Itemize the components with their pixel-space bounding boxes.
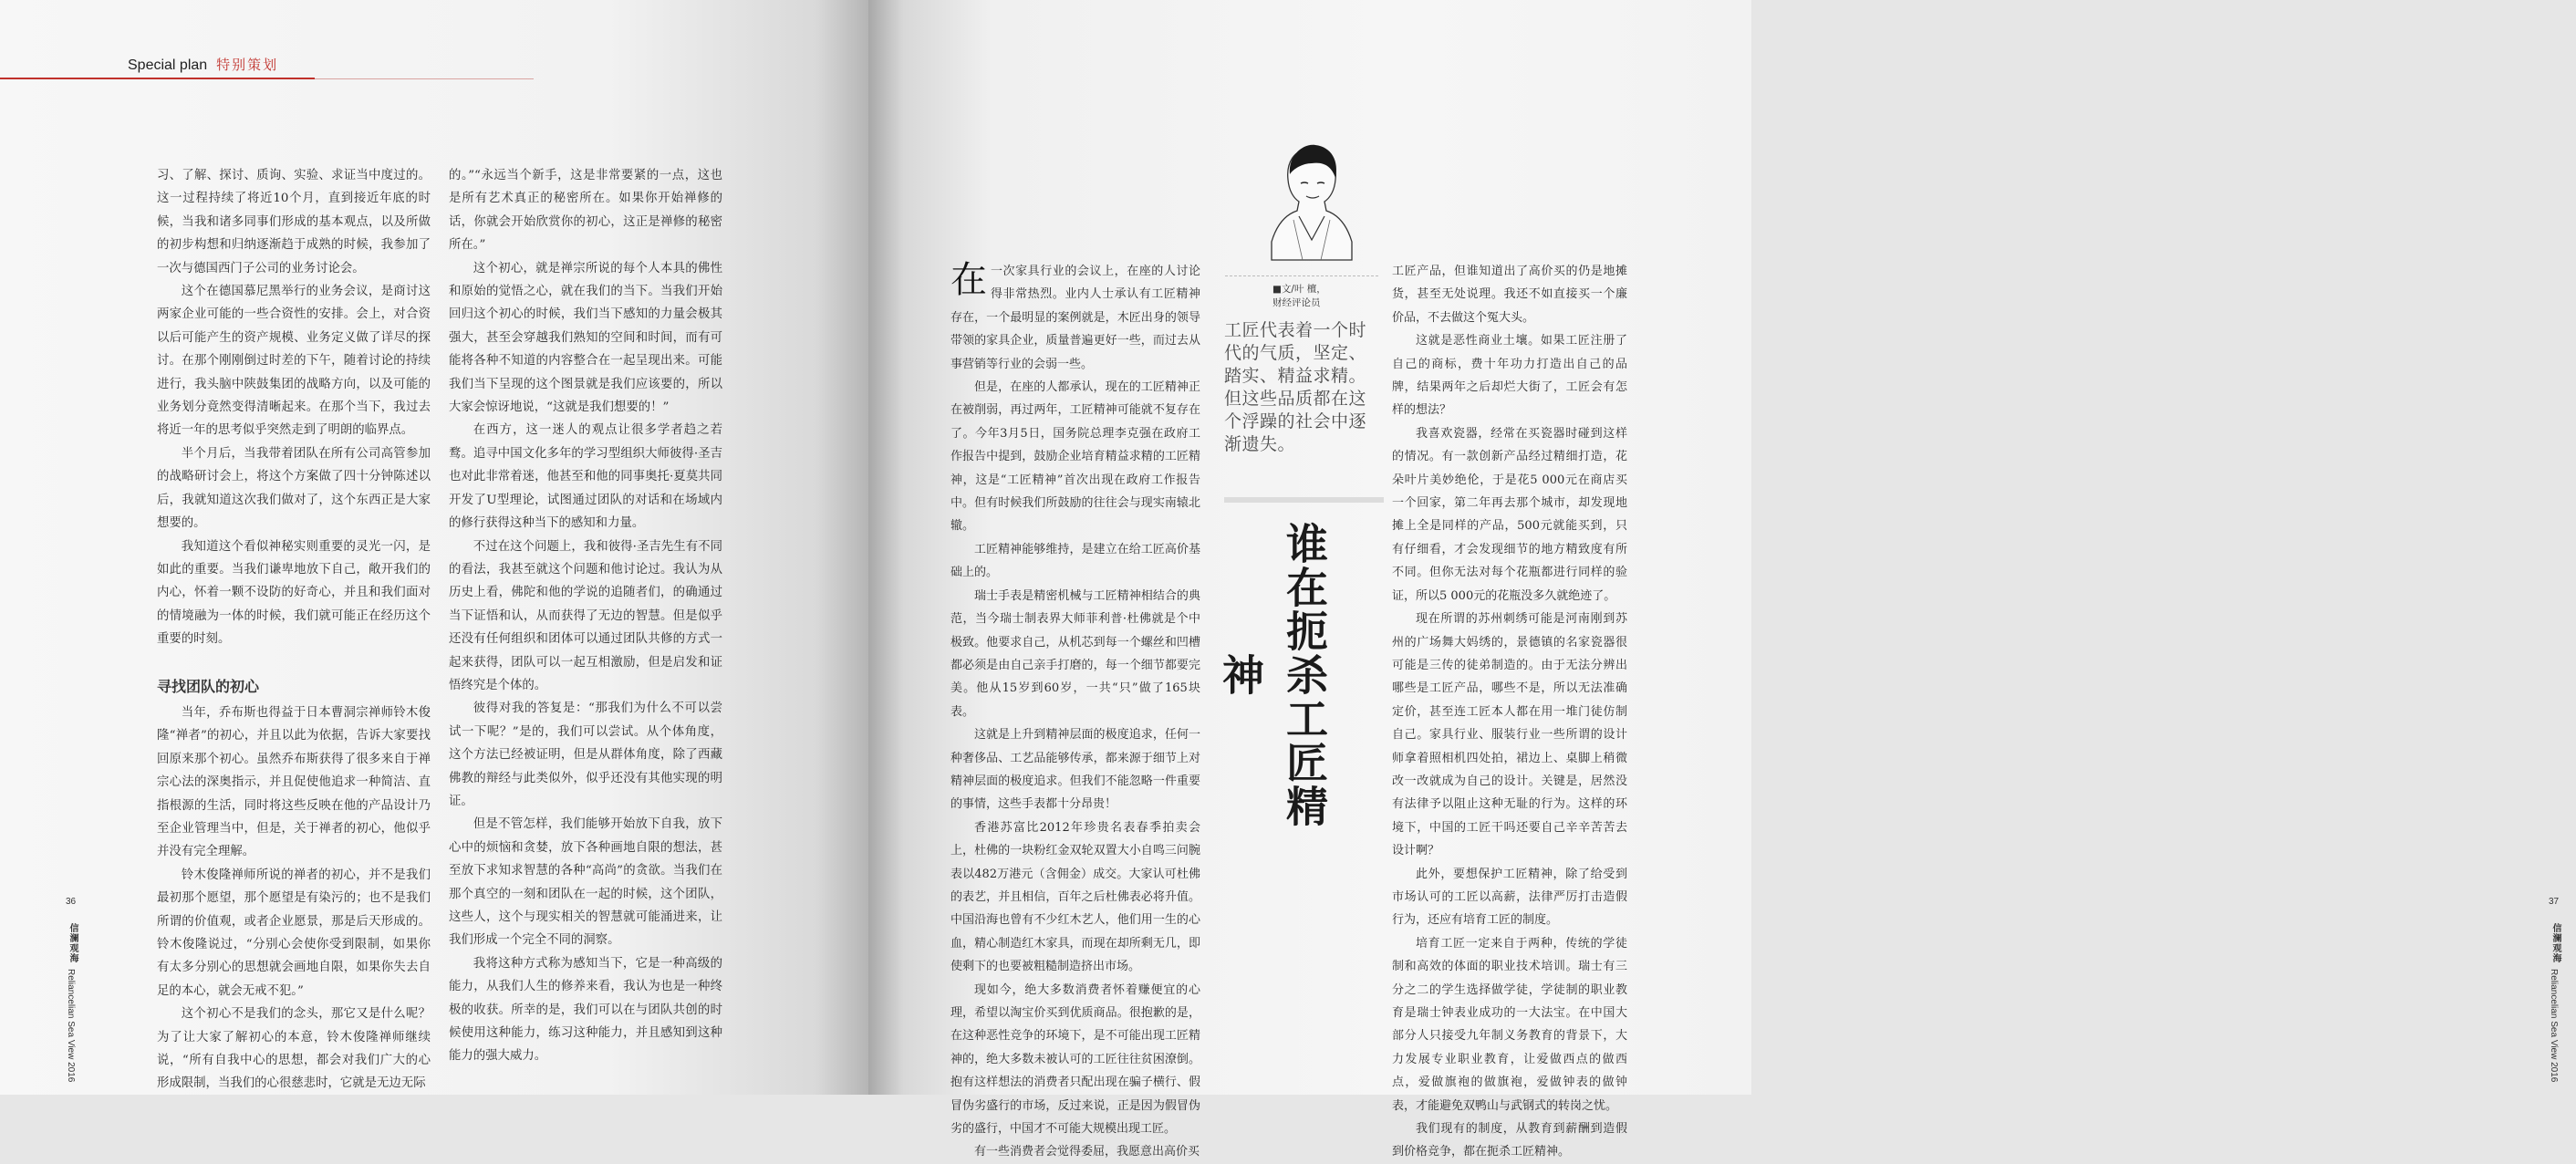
byline-divider xyxy=(1225,275,1378,276)
byline-role: 财经评论员 xyxy=(1272,297,1321,308)
paragraph: 香港苏富比2012年珍贵名表春季拍卖会上，杜佛的一块粉红金双轮双置大小自鸣三问腕表以482万港元（含佣金）成交。大家认可杜佛的表艺，并且相信，百年之后杜佛表必将升值。中国沿海也曾有不少红木艺人，他们用一生的心血，精心制造红木家具，而现在却所剩无几，即使剩下的也要被粗糙制造挤出市场。 xyxy=(950,820,1200,974)
paragraph: 我将这种方式称为感知当下，它是一种高级的能力，从我们人生的修养来看，我认为也是一种终极的收获。所幸的是，我们可以在与团队共创的时候使用这种能力，练习这种能力，并且感知到这种能力的强大威力。 xyxy=(449,956,722,1064)
paragraph: 现在所谓的苏州刺绣可能是河南刚到苏州的广场舞大妈绣的，景德镇的名家瓷器很可能是三传的徒弟制造的。由于无法分辨出哪些是工匠产品，哪些不是，所以无法准确定价，甚至连工匠本人都在用一堆门徒仿制自己。家具行业、服装行业一些所谓的设计师拿着照相机四处拍，裙边上、桌脚上稍微改一改就成为自己的设计。关键是，居然没有法律予以阻止这种无耻的行为。这样的环境下，中国的工匠干吗还要自己辛辛苦苦去设计啊？ xyxy=(1392,612,1627,858)
byline-author: ■文/叶 檀， xyxy=(1272,284,1326,295)
magazine-name-en: Reliancelian Sea View 2016 xyxy=(66,969,76,1083)
paragraph: 我知道这个看似神秘实则重要的灵光一闪，是如此的重要。当我们谦卑地放下自己，敞开我们的内心，怀着一颗不设防的好奇心，并且和我们面对的情境融为一体的时候，我们就可能正在经历这个重要的时刻。 xyxy=(157,539,431,647)
right-column-1 xyxy=(950,260,1200,1164)
paragraph: 工匠精神能够维持，是建立在给工匠高价基础上的。 xyxy=(950,542,1200,580)
paragraph: 这个初心不是我们的念头，那它又是什么呢？为了让大家了解初心的本意，铃木俊隆禅师继续说，“所有自我中心的思想，都会对我们广大的心形成限制，当我们的心很慈悲时，它就是无边无际 xyxy=(157,1007,431,1091)
title-band xyxy=(1224,497,1384,503)
paragraph: 这个初心，就是禅宗所说的每个人本具的佛性和原始的觉悟之心，就在我们的当下。当我们开始回归这个初心的时候，我们当下感知的力量会极其强大，甚至会穿越我们熟知的空间和时间，而有可能将各种不知道的内容整合在一起呈现出来。可能我们当下呈现的这个图景就是我们应该要的，所以大家会惊讶地说，“这就是我们想要的！” xyxy=(449,261,722,415)
paragraph: 习、了解、探讨、质询、实验、求证当中度过的。这一过程持续了将近10个月，直到接近年底的时候，当我和诸多同事们形成的基本观点，以及所做的初步构想和归纳逐渐趋于成熟的时候，我参加了一次与德国西门子公司的业务讨论会。 xyxy=(157,169,431,275)
subheading: 寻找团队的初心 xyxy=(157,677,260,695)
paragraph: 当年，乔布斯也得益于日本曹洞宗禅师铃木俊隆“禅者”的初心，并且以此为依据，告诉大家要找回原来那个初心。虽然乔布斯获得了很多来自于禅宗心法的深奥指示，并且促使他追求一种简洁、直指根源的生活，同时将这些反映在他的产品设计乃至企业管理当中，但是，关于禅者的初心，他似乎并没有完全理解。 xyxy=(157,705,431,859)
paragraph-first xyxy=(950,260,1200,376)
paragraph: 彼得对我的答复是：“那我们为什么不可以尝试一下呢？”是的，我们可以尝试。从个体角度，这个方法已经被证明，但是从群体角度，除了西藏佛教的辩经与此类似外，似乎还没有其他实现的明证。 xyxy=(449,702,722,808)
paragraph-text: 一次家具行业的会议上，在座的人讨论得非常热烈。业内人士承认有工匠精神存在，一个最明显的案例就是，木匠出身的领导带领的家具企业，质量普遍更好一些，而过去从事营销等行业的会弱一些。 xyxy=(950,265,1200,371)
paragraph: 半个月后，当我带着团队在所有公司高管参加的战略研讨会上，将这个方案做了四十分钟陈述以后，我就知道这次我们做对了，这个东西正是大家想要的。 xyxy=(157,446,431,531)
right-page-footer xyxy=(2549,897,2576,1082)
paragraph: 这就是上升到精神层面的极度追求，任何一种奢侈品、工艺品能够传承，都来源于细节上对精神层面的极度追求。但我们不能忽略一件重要的事情，这些手表都十分昂贵！ xyxy=(950,728,1200,812)
magazine-name-en: Reliancelian Sea View 2016 xyxy=(2549,969,2559,1083)
header-chinese: 特别策划 xyxy=(216,57,279,73)
paragraph: 但是，在座的人都承认，现在的工匠精神正在被削弱，再过两年，工匠精神可能就不复存在了。今年3月5日，国务院总理李克强在政府工作报告中提到，鼓励企业培育精益求精的工匠精神，这是“工匠精神”首次出现在政府工作报告中。但有时候我们所鼓励的往往会与现实南辕北辙。 xyxy=(950,380,1200,534)
pull-quote: 工匠代表着一个时代的气质，坚定、踏实、精益求精。但这些品质都在这个浮躁的社会中逐渐遗失。 xyxy=(1224,320,1367,454)
magazine-name-cn: 信澜观海 xyxy=(68,923,78,963)
paragraph: 铃木俊隆禅师所说的禅者的初心，并不是我们最初那个愿望，那个愿望是有染污的；也不是我们所谓的价值观，或者企业愿景，那是后天形成的。铃木俊隆说过，“分别心会使你受到限制，如果你有太多分别心的思想就会画地自限，如果你失去自足的本心，就会无戒不犯。” xyxy=(157,868,431,998)
article-title: 谁在扼杀工匠精神 xyxy=(1216,522,1329,828)
paragraph: 有一些消费者会觉得委屈，我愿意出高价买 xyxy=(974,1145,1200,1159)
paragraph: 这个在德国慕尼黑举行的业务会议，是商讨这两家企业可能的一些合资性的安排。会上，对合资以后可能产生的资产规模、业务定义做了详尽的探讨。在那个刚刚倒过时差的下午，随着讨论的持续进行，我头脑中陕鼓集团的战略方向，以及可能的业务划分竟然变得清晰起来。在那个当下，我过去将近一年的思考似乎突然走到了明朗的临界点。 xyxy=(157,285,431,438)
header-rule xyxy=(0,78,315,79)
magazine-name-cn: 信澜观海 xyxy=(2550,923,2560,963)
author-portrait-icon xyxy=(1266,132,1357,260)
left-column-2 xyxy=(449,164,722,1068)
paragraph: 我们现有的制度，从教育到薪酬到造假到价格竞争，都在扼杀工匠精神。 xyxy=(1392,1122,1627,1159)
paragraph: 现如今，绝大多数消费者怀着赚便宜的心理，希望以淘宝价买到优质商品。很抱歉的是，在这种恶性竞争的环境下，是不可能出现工匠精神的，绝大多数未被认可的工匠往往贫困潦倒。抱有这样想法的消费者只配出现在骗子横行、假冒伪劣盛行的市场，反过来说，正是因为假冒伪劣的盛行，中国才不可能大规模出现工匠。 xyxy=(950,982,1200,1137)
page-number: 36 xyxy=(66,897,77,907)
section-header xyxy=(128,55,278,74)
paragraph: 瑞士手表是精密机械与工匠精神相结合的典范，当今瑞士制表界大师菲利普·杜佛就是个中极致。他要求自己，从机芯到每一个螺丝和凹槽都必须是由自己亲手打磨的，每一个细节都要完美。他从15岁到60岁，一共“只”做了165块表。 xyxy=(950,588,1200,719)
right-column-3 xyxy=(1392,260,1627,1164)
paragraph: 我喜欢瓷器，经常在买瓷器时碰到这样的情况。有一款创新产品经过精细打造，花朵叶片美妙绝伦，于是花5 000元在商店买一个回家，第二年再去那个城市，却发现地摊上全是同样的产品，500元就能买到，只有仔细看，才会发现细节的地方精致度有所不同。但你无法对每个花瓶都进行同样的验证，所以5 000元的花瓶没多久就绝迹了。 xyxy=(1392,426,1627,603)
paragraph: 工匠产品，但谁知道出了高价买的仍是地摊货，甚至无处说理。我还不如直接买一个廉价品，不去做这个冤大头。 xyxy=(1392,265,1627,325)
paragraph: 不过在这个问题上，我和彼得·圣吉先生有不同的看法，我甚至就这个问题和他讨论过。我认为从历史上看，佛陀和他的学说的追随者们，的确通过当下证悟和认，从而获得了无边的智慧。但是似乎还没有任何组织和团体可以通过团队共修的方式一起来获得，团队可以一起互相激励，但是启发和证悟终究是个体的。 xyxy=(449,539,722,692)
byline xyxy=(1272,283,1326,310)
paragraph: 但是不管怎样，我们能够开始放下自我，放下心中的烦恼和贪婪，放下各种画地自限的想法，甚至放下求知求智慧的各种“高尚”的贪欲。当我们在那个真空的一刻和团队在一起的时候，这个团队，这些人，这个与现实相关的智慧就可能涌进来，让我们形成一个完全不同的洞察。 xyxy=(449,817,722,948)
dropcap: 在 xyxy=(950,259,987,301)
paragraph: 此外，要想保护工匠精神，除了给受到市场认可的工匠以高薪，法律严厉打击造假行为，还应有培育工匠的制度。 xyxy=(1392,867,1627,928)
page-number: 37 xyxy=(2549,897,2560,907)
paragraph: 这就是恶性商业土壤。如果工匠注册了自己的商标，费十年功力打造出自己的品牌，结果两年之后却烂大街了，工匠会有怎样的想法？ xyxy=(1392,334,1627,418)
left-page xyxy=(0,0,868,1095)
left-page-footer xyxy=(66,897,93,1082)
paragraph: 的。”“永远当个新手，这是非常要紧的一点，这也是所有艺术真正的秘密所在。如果你开始禅修的话，你就会开始欣赏你的初心，这正是禅修的秘密所在。” xyxy=(449,169,722,253)
paragraph: 培育工匠一定来自于两种，传统的学徒制和高效的体面的职业技术培训。瑞士有三分之二的学生选择做学徒，学徒制的职业教育是瑞士钟表业成功的一大法宝。在中国大部分人只接受九年制义务教育的背景下，大力发展专业职业教育，让爱做西点的做西点，爱做旗袍的做旗袍，爱做钟表的做钟表，才能避免双鸭山与武钢式的转岗之忧。 xyxy=(1392,936,1627,1113)
left-column-1 xyxy=(157,164,431,1096)
header-english: Special plan xyxy=(128,57,208,73)
paragraph: 在西方，这一迷人的观点让很多学者趋之若鹜。追寻中国文化多年的学习型组织大师彼得·圣吉也对此非常着迷，他甚至和他的同事奥托·夏莫共同开发了U型理论，试图通过团队的对话和在场域内的修行获得这种当下的感知和力量。 xyxy=(449,423,722,531)
header-rule-thin xyxy=(315,78,534,79)
